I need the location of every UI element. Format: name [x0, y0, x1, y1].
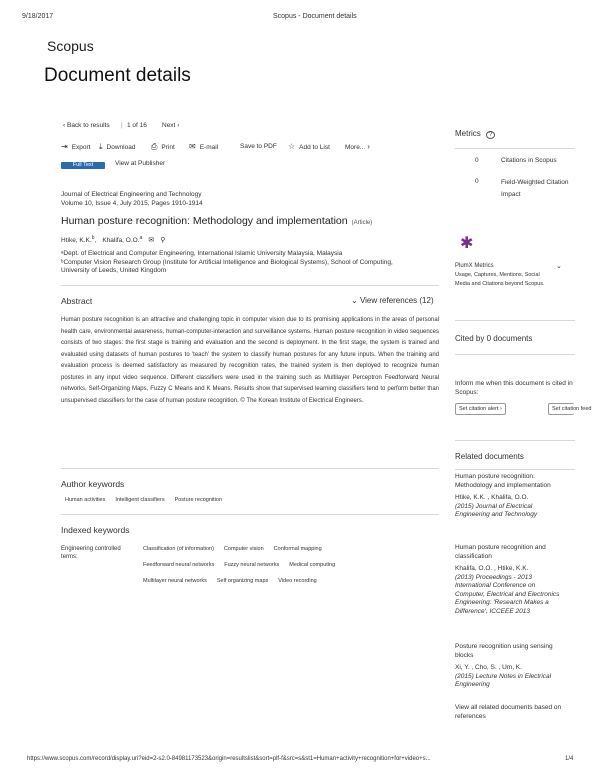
metric-citations [475, 157, 575, 171]
keyword: Posture recognition [174, 497, 222, 503]
print-title: Scopus - Document details [273, 13, 357, 20]
related-doc-3 [455, 643, 565, 690]
envelope-icon[interactable]: ✉ [148, 236, 155, 244]
nav-divider: | [121, 122, 123, 129]
set-citation-alert-button[interactable]: Set citation alert › [455, 403, 506, 415]
related-doc-authors[interactable]: Htike, K.K. , Khalifa, O.O. [455, 494, 529, 501]
divider [455, 320, 575, 321]
keyword: Self organizing maps [216, 578, 269, 584]
save-pdf-button[interactable]: Save to PDF [240, 143, 277, 150]
affiliation-a: ᵃDept. of Electrical and Computer Engineering, International Islamic University Malaysia, Malaysia [61, 250, 343, 257]
keyword: Classification (of information) [143, 546, 214, 552]
view-at-publisher-link[interactable]: View at Publisher [115, 160, 166, 167]
plumx-block [455, 262, 555, 289]
plumx-logo-icon: ✱ [460, 235, 474, 252]
author-keywords-list [65, 497, 222, 503]
keyword: Computer vision [223, 546, 264, 552]
metric-label: Citations in Scopus [501, 157, 557, 164]
affiliation-b: ᵇComputer Vision Research Group (Institute for Artificial Intelligence and Biological Systems), School of Computing, University of Leeds, United Kingdom [61, 258, 393, 274]
related-doc-source: (2013) Proceedings - 2013 International Conference on Computer, Electrical and Electronics Engineering: 'Research Makes a Difference', ICCEEE 2013 [455, 573, 560, 615]
chevron-down-icon: ⌄ [351, 296, 358, 305]
article-type: (Article) [351, 220, 373, 226]
print-button[interactable]: ⎙ Print [151, 142, 175, 151]
indexed-keywords-grid [143, 546, 403, 594]
keyword: Video recording [278, 578, 317, 584]
divider [61, 514, 439, 515]
download-button[interactable]: ⤓ Download [99, 142, 136, 151]
page-title: Document details [44, 65, 191, 86]
related-doc-title-link[interactable]: Posture recognition using sensing blocks [455, 643, 553, 659]
keyword: Fuzzy neural networks [224, 562, 280, 568]
related-doc-title-link[interactable]: Human posture recognition and classification [455, 544, 546, 560]
person-icon[interactable]: ⚲ [160, 236, 166, 244]
set-citation-feed-button[interactable]: Set citation feed [548, 403, 574, 415]
scopus-logo[interactable]: Scopus [47, 38, 94, 54]
back-to-results-link[interactable]: ‹ Back to results [63, 122, 110, 129]
print-footer-page: 1/4 [565, 756, 574, 762]
author-link[interactable]: Htike, K.K.$^b$, [61, 235, 97, 245]
abstract-heading: Abstract [61, 296, 93, 306]
related-doc-source: (2015) Journal of Electrical Engineering and Technology [455, 502, 538, 518]
journal-info [61, 190, 203, 208]
star-icon: ☆ [288, 142, 296, 151]
related-doc-source: (2015) Lecture Notes in Electrical Engineering [455, 672, 552, 688]
printer-icon: ⎙ [151, 142, 158, 151]
author-keywords-heading: Author keywords [61, 479, 125, 489]
metrics-heading: Metrics ? [455, 129, 495, 138]
full-text-button[interactable]: Full Text [61, 162, 105, 169]
chevron-down-icon[interactable]: ⌄ [556, 263, 562, 270]
divider [61, 285, 439, 286]
keyword: Conformal mapping [273, 546, 322, 552]
author-list [61, 235, 165, 244]
metric-value: 0 [475, 157, 479, 164]
keyword: Intelligent classifiers [115, 497, 165, 503]
export-button[interactable]: ⇥ Export [61, 142, 91, 151]
view-references-link[interactable]: ⌄ View references (12) [351, 296, 434, 305]
print-date: 9/18/2017 [22, 13, 54, 20]
cited-by-heading: Cited by 0 documents [455, 334, 533, 343]
keyword: Human activities [65, 497, 106, 503]
email-button[interactable]: ✉ E-mail [189, 142, 219, 151]
journal-volume: Volume 10, Issue 4, July 2015, Pages 1910-1914 [61, 200, 203, 207]
related-doc-2 [455, 544, 565, 616]
divider [455, 469, 575, 470]
next-link[interactable]: Next › [162, 122, 180, 129]
related-doc-title-link[interactable]: Human posture recognition: Methodology and implementation [455, 473, 551, 489]
metric-value: 0 [475, 178, 479, 185]
chevron-right-icon: › [177, 122, 180, 129]
abstract-text: Human posture recognition is an attractive and challenging topic in computer vision due to its promising applications in the areas of personal health care, environmental awareness, human-computer-interaction and surveillance systems. Human posture recognition in video sequences consists of two stages: the first stage is training and evaluation and the second is deployment. In the first stage, the system is trained and evaluated using datasets of human postures to 'teach' the system to classify human postures for any future inputs. When the training and evaluation process is deemed satisfactory as measured by recognition rates, the trained system is then deployed to recognize human postures in any input video sequence. Different classifiers were used in the training such as Multilayer Perceptron Feedforward Neural networks, Self-Organizing Maps, Fuzzy C Means and K Means. Results show that supervised learning classifiers tend to perform better than unsupervised classifiers for the case of human posture recognition. © The Korean Institute of Electrical Engineers. [61, 317, 439, 404]
related-doc-1 [455, 473, 565, 520]
related-doc-authors[interactable]: Xi, Y. , Cho, S. , Um, K. [455, 664, 522, 671]
related-doc-authors[interactable]: Khalifa, O.O. , Htike, K.K. [455, 565, 529, 572]
help-icon[interactable]: ? [486, 131, 495, 139]
print-footer-url: https://www.scopus.com/record/display.uri?eid=2-s2.0-84981173523&origin=resultslist&sort=plf-f&src=s&st1=Human+activity+recognition+for+video+s... [27, 756, 431, 762]
more-button[interactable]: More... › [345, 142, 370, 151]
view-all-related-link[interactable]: View all related documents based on references [455, 704, 562, 720]
chevron-right-icon: › [367, 142, 370, 151]
journal-name[interactable]: Journal of Electrical Engineering and Technology [61, 191, 202, 198]
chevron-left-icon: ‹ [63, 122, 66, 129]
divider [455, 148, 575, 149]
divider [455, 440, 575, 441]
pager-text: 1 of 16 [127, 122, 147, 129]
keyword: Medical computing [289, 562, 336, 568]
plumx-desc: Usage, Captures, Mentions, Social Media and Citations beyond Scopus. [455, 272, 545, 287]
metric-label: Field-Weighted Citation Impact [501, 179, 569, 198]
download-icon: ⤓ [99, 142, 103, 151]
chevron-right-icon: › [499, 406, 502, 412]
envelope-icon: ✉ [189, 142, 196, 151]
divider [61, 468, 439, 469]
affiliations [61, 250, 401, 276]
metric-fwci [475, 178, 575, 204]
cited-inform-text: Inform me when this document is cited in Scopus: [455, 380, 573, 396]
related-documents-heading: Related documents [455, 452, 524, 461]
controlled-terms-label: Engineering controlled terms: [61, 546, 121, 560]
add-to-list-button[interactable]: ☆ Add to List [288, 142, 330, 151]
article-title: Human posture recognition: Methodology and implementation (Article) [61, 215, 373, 227]
export-icon: ⇥ [61, 142, 68, 151]
author-link[interactable]: Khalifa, O.O.$^a$ [102, 235, 143, 245]
keyword: Feedforward neural networks [143, 562, 215, 568]
indexed-keywords-heading: Indexed keywords [61, 525, 130, 535]
plumx-title: PlumX Metrics [455, 263, 494, 269]
divider [455, 354, 575, 355]
keyword: Multilayer neural networks [143, 578, 207, 584]
